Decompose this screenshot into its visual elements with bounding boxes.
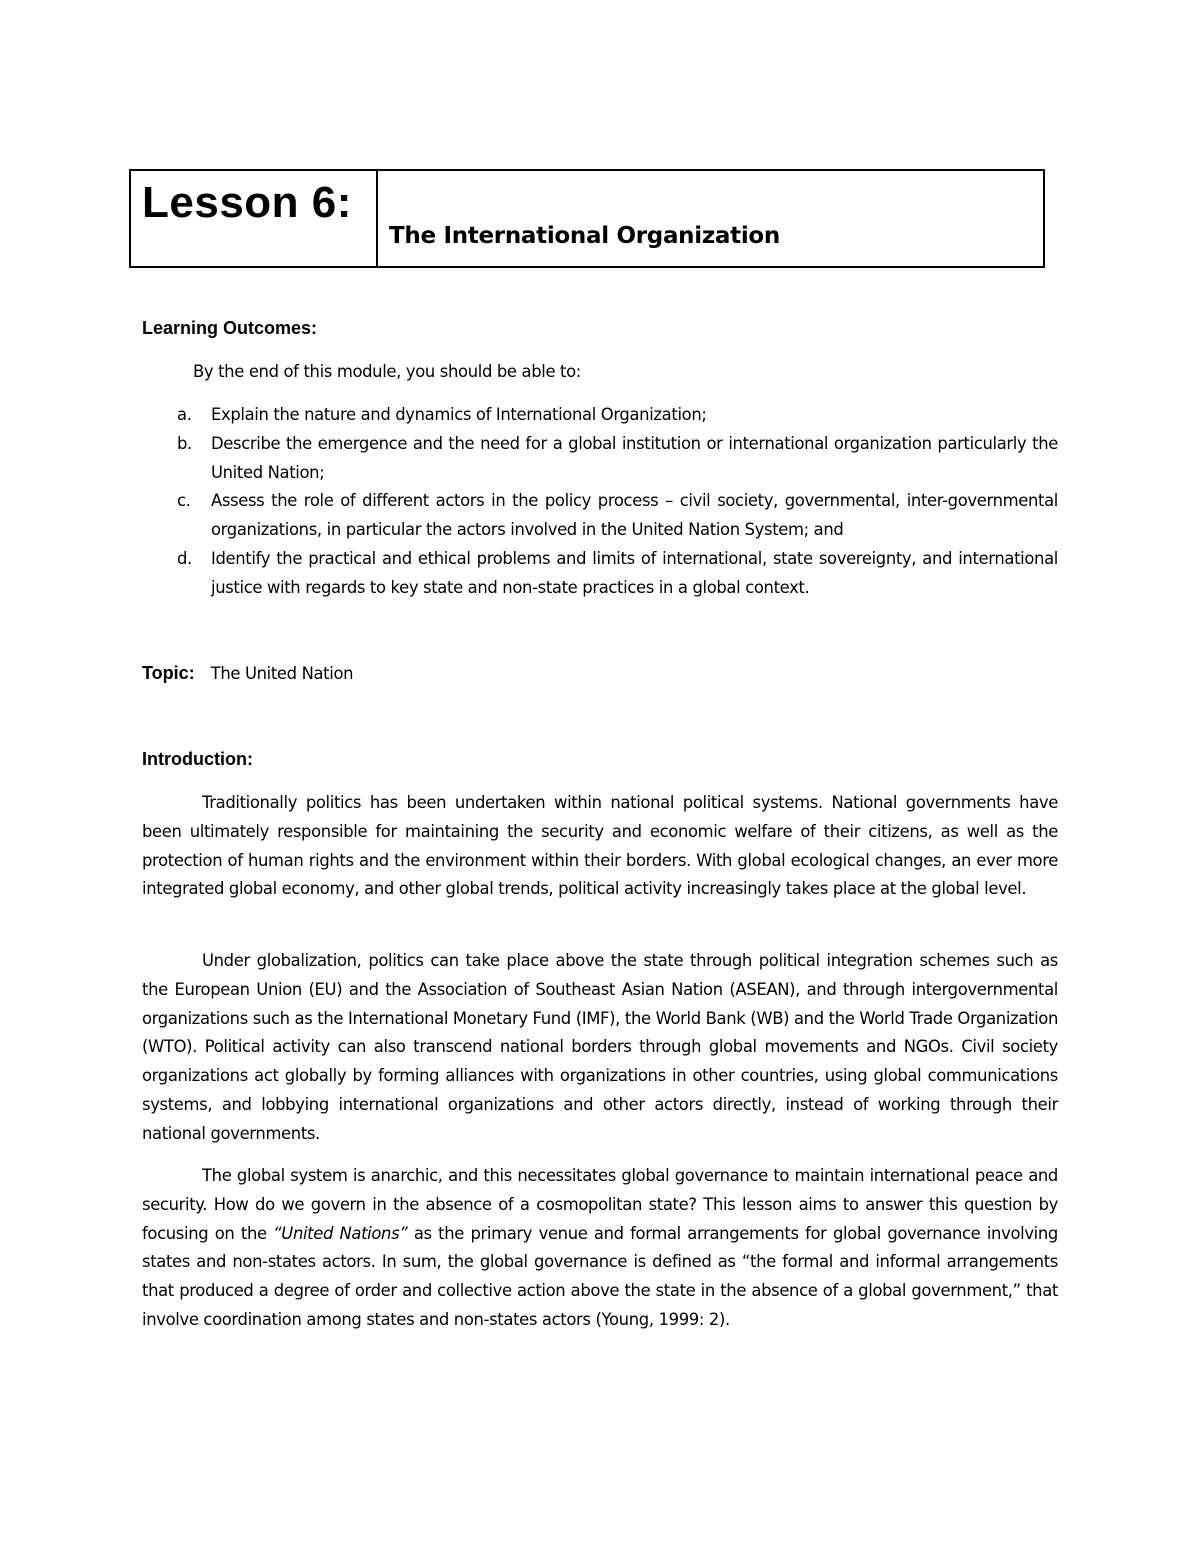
lesson-title: The International Organization [389,223,780,249]
paragraph-3-text-end: as the primary venue and formal arrangements for global governance involving states and non-states actors. In sum, the global governance is defined as “the formal and informal arrangements that produced a degree of order and collective action above the state in the absence of a global government,” that involve coordination among states and non-states actors (Young, 1999: 2). [142,1223,1058,1329]
introduction-paragraph-3 [142,1162,1058,1335]
outcome-letter: c. [177,491,191,511]
united-nations-emphasis: “United Nations” [273,1223,408,1243]
introduction-paragraph-1: Traditionally politics has been undertaken within national political systems. National governments have been ultimately responsible for maintaining the security and economic welfare of their citizens, as well as the protection of human rights and the environment within their borders. With global ecological changes, an ever more integrated global economy, and other global trends, political activity increasingly takes place at the global level. [142,793,1058,899]
lesson-title-cell [378,171,1043,266]
topic-row [142,659,353,689]
outcome-letter: d. [177,548,192,568]
outcome-text: Identify the practical and ethical problems and limits of international, state sovereignty, and international justice with regards to key state and non-state practices in a global context. [211,548,1058,597]
outcome-letter: b. [177,433,192,453]
outcome-item [142,545,1058,603]
lesson-number-cell [131,171,378,266]
outcome-text: Describe the emergence and the need for a global institution or international organization particularly the United Nation; [211,433,1058,482]
learning-outcomes-heading: Learning Outcomes: [142,318,318,338]
outcome-letter: a. [177,405,192,424]
learning-outcomes-intro: By the end of this module, you should be able to: [193,362,581,381]
topic-label: Topic: [142,663,195,683]
outcome-item [142,487,1058,545]
introduction-paragraph-2: Under globalization, politics can take place above the state through political integration schemes such as the European Union (EU) and the Association of Southeast Asian Nation (ASEAN), and through intergovernmental organizations such as the International Monetary Fund (IMF), the World Bank (WB) and the World Trade Organization (WTO). Political activity can also transcend national borders through global movements and NGOs. Civil society organizations act globally by forming alliances with organizations in other countries, using global communications systems, and lobbying international organizations and other actors directly, instead of working through their national governments. [142,951,1058,1143]
lesson-number: Lesson 6: [142,178,352,227]
outcome-text: Explain the nature and dynamics of International Organization; [211,405,707,424]
topic-value: The United Nation [210,664,354,683]
learning-outcomes-list [142,401,1058,603]
outcome-item [142,430,1058,488]
outcome-text: Assess the role of different actors in the policy process – civil society, governmental, inter-governmental organizations, in particular the actors involved in the United Nation System; and [211,491,1058,540]
paragraph-3-text-start: The global system is anarchic, and this necessitates global governance to maintain international peace and security. How do we govern in the absence of a cosmopolitan state? This lesson aims to answer this question by focusing on the [142,1166,1058,1243]
outcome-item [142,401,1058,430]
introduction-heading: Introduction: [142,749,253,769]
lesson-header-box [129,169,1045,268]
